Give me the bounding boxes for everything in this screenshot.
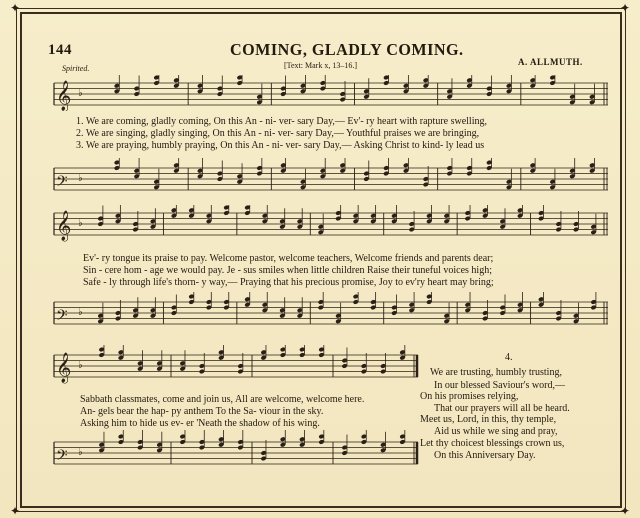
corner-ornament-icon: ✦: [10, 1, 21, 15]
verse-line: We are trusting, humbly trusting,: [430, 367, 562, 378]
verse-number: 4.: [505, 352, 513, 363]
flat-icon: ♭: [78, 360, 83, 371]
verse-line: Meet us, Lord, in this, thy temple,: [420, 414, 557, 425]
text-reference: [Text: Mark x, 13–16.]: [284, 61, 357, 70]
hymn-title: COMING, GLADLY COMING.: [230, 40, 464, 59]
lyric-line: Safe - ly through life's thorn- y way,— Praying that his precious promise, Joy to ev'ry heart may bring;: [83, 277, 494, 288]
lyric-line: Asking him to hide us ev- er 'Neath the shadow of his wing.: [80, 418, 320, 429]
bass-staff: [50, 158, 610, 198]
treble-staff: [50, 345, 420, 387]
treble-clef-icon: 𝄞: [56, 353, 72, 383]
verse-line: Let thy choicest blessings crown us,: [420, 438, 565, 449]
lyric-line: 3. We are praying, humbly praying, On this An - ni- ver- sary Day,— Asking Christ to kind- ly lead us: [76, 140, 485, 151]
tempo-marking: Spirited.: [62, 64, 90, 73]
flat-icon: ♭: [78, 447, 83, 458]
bass-clef-icon: 𝄢: [56, 173, 68, 194]
composer-name: A. ALLMUTH.: [518, 57, 583, 67]
verse-line: On his promises relying,: [420, 391, 519, 402]
bass-clef-icon: 𝄢: [56, 307, 68, 328]
lyric-line: Sabbath classmates, come and join us, All are welcome, welcome here.: [80, 394, 365, 405]
flat-icon: ♭: [78, 307, 83, 318]
lyric-line: Sin - cere hom - age we would pay. Je - sus smiles when little children Raise their tuneful voices high;: [83, 265, 492, 276]
bass-clef-icon: 𝄢: [56, 447, 68, 468]
treble-clef-icon: 𝄞: [56, 211, 72, 241]
bass-staff: [50, 292, 610, 340]
verse-line: On this Anniversary Day.: [434, 450, 536, 461]
lyric-line: 2. We are singing, gladly singing, On this An - ni- ver- sary Day,— Youthful praises we are bringing,: [76, 128, 480, 139]
verse-line: Aid us while we sing and pray,: [434, 426, 558, 437]
verse-line: In our blessed Saviour's word,—: [434, 380, 565, 391]
treble-staff: [50, 205, 610, 245]
flat-icon: ♭: [78, 88, 83, 99]
treble-clef-icon: 𝄞: [56, 81, 72, 111]
corner-ornament-icon: ✦: [10, 504, 21, 518]
lyric-line: 1. We are coming, gladly coming, On this An - ni- ver- sary Day,— Ev'- ry heart with rapture swelling,: [76, 116, 487, 127]
flat-icon: ♭: [78, 173, 83, 184]
treble-staff: [50, 75, 610, 111]
lyric-line: Ev'- ry tongue its praise to pay. Welcome pastor, welcome teachers, Welcome friends and parents dear;: [83, 253, 494, 264]
page-number: 144: [48, 42, 72, 58]
corner-ornament-icon: ✦: [620, 504, 631, 518]
bass-staff: [50, 430, 420, 480]
flat-icon: ♭: [78, 218, 83, 229]
lyric-line: An- gels bear the hap- py anthem To the Sa- viour in the sky.: [80, 406, 324, 417]
verse-line: That our prayers will all be heard.: [434, 403, 570, 414]
corner-ornament-icon: ✦: [620, 1, 631, 15]
